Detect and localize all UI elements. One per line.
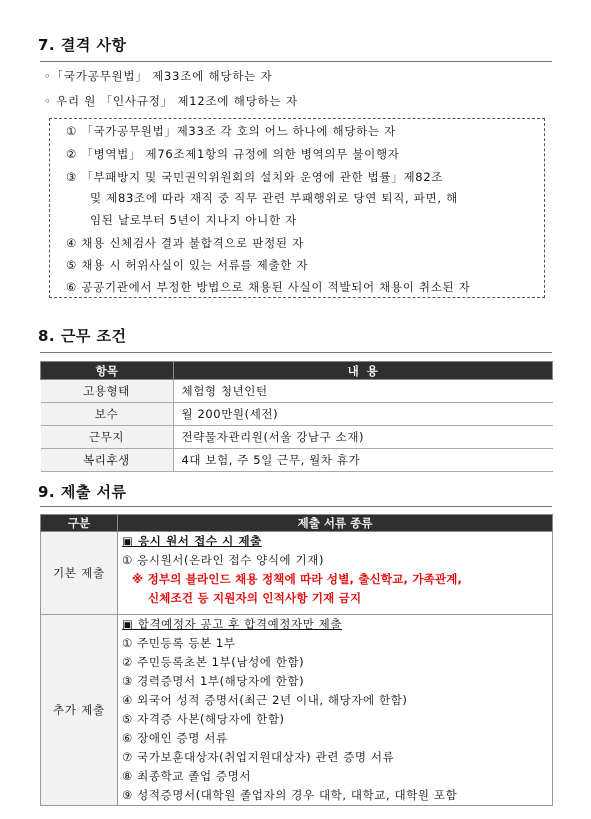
disqualification-item: ③ 「부패방지 및 국민권익위원회의 설치와 운영에 관한 법률」제82조 <box>66 170 444 184</box>
row-value <box>118 532 553 615</box>
list-item: ④ 외국어 성적 증명서(최근 2년 이내, 해당자에 한함) <box>122 693 408 707</box>
column-header: 제출 서류 종류 <box>118 515 553 532</box>
list-item: ⑦ 국가보훈대상자(취업지원대상자) 관련 증명 서류 <box>122 750 395 764</box>
disqualification-item: ⑤ 채용 시 허위사실이 있는 서류를 제출한 자 <box>66 258 309 272</box>
column-header: 구분 <box>41 515 118 532</box>
table-row <box>41 403 553 426</box>
disqualification-item: ⑥ 공공기관에서 부정한 방법으로 채용된 사실이 적발되어 채용이 취소된 자 <box>66 280 471 294</box>
section-7-title: 7. 결격 사항 <box>38 36 127 54</box>
list-item: ① 주민등록 등본 1부 <box>122 636 236 650</box>
list-item: ⑤ 자격증 사본(해당자에 한함) <box>122 712 285 726</box>
table-header-row <box>41 362 553 380</box>
disqualification-item-continued: 임된 날로부터 5년이 지나지 아니한 자 <box>90 213 297 227</box>
column-header: 내 용 <box>173 362 553 380</box>
list-item: ③ 경력증명서 1부(해당자에 한함) <box>122 674 305 688</box>
row-value: 월 200만원(세전) <box>173 403 553 426</box>
work-conditions-table <box>40 361 553 472</box>
list-item: ① 응시원서(온라인 접수 양식에 기재) <box>122 553 325 567</box>
row-label: 추가 제출 <box>41 615 118 806</box>
row-label: 근무지 <box>41 426 174 449</box>
section-9-divider <box>40 506 552 507</box>
disqualification-item: ② 「병역법」 제76조제1항의 규정에 의한 병역의무 불이행자 <box>66 147 400 161</box>
disqualification-bullet: ◦ 우리 원 「인사규정」 제12조에 해당하는 자 <box>44 94 298 108</box>
blind-hiring-notice: 신체조건 등 지원자의 인적사항 기재 금지 <box>148 591 362 605</box>
disqualification-item-continued: 및 제83조에 따라 재직 중 직무 관련 부패행위로 당연 퇴직, 파면, 해 <box>90 191 458 205</box>
row-value <box>118 615 553 806</box>
extra-documents-heading: ▣ 합격예정자 공고 후 합격예정자만 제출 <box>122 617 343 631</box>
disqualification-item: ① 「국가공무원법」제33조 각 호의 어느 하나에 해당하는 자 <box>66 124 396 138</box>
row-label: 복리후생 <box>41 449 174 472</box>
row-value: 체험형 청년인턴 <box>173 380 553 403</box>
disqualification-bullet: ◦「국가공무원법」 제33조에 해당하는 자 <box>44 69 273 83</box>
disqualification-item: ④ 채용 신체검사 결과 불합격으로 판정된 자 <box>66 236 304 250</box>
basic-documents-heading: ▣ 응시 원서 접수 시 제출 <box>122 534 262 548</box>
list-item: ② 주민등록초본 1부(남성에 한함) <box>122 655 305 669</box>
table-row <box>41 449 553 472</box>
table-row <box>41 426 553 449</box>
row-label: 고용형태 <box>41 380 174 403</box>
list-item: ⑨ 성적증명서(대학원 졸업자의 경우 대학, 대학교, 대학원 포함 <box>122 788 458 802</box>
section-8-title: 8. 근무 조건 <box>38 327 127 345</box>
row-value: 전략물자관리원(서울 강남구 소재) <box>173 426 553 449</box>
list-item: ⑥ 장애인 증명 서류 <box>122 731 228 745</box>
table-header-row <box>41 515 553 532</box>
row-label: 기본 제출 <box>41 532 118 615</box>
blind-hiring-notice: ※ 정부의 블라인드 채용 정책에 따라 성별, 출신학교, 가족관계, <box>132 572 463 586</box>
section-9-title: 9. 제출 서류 <box>38 483 127 501</box>
row-label: 보수 <box>41 403 174 426</box>
documents-table <box>40 514 553 806</box>
table-row <box>41 532 553 615</box>
list-item: ⑧ 최종학교 졸업 증명서 <box>122 769 252 783</box>
column-header: 항목 <box>41 362 174 380</box>
table-row <box>41 615 553 806</box>
section-8-divider <box>40 352 552 353</box>
table-row <box>41 380 553 403</box>
row-value: 4대 보험, 주 5일 근무, 월차 휴가 <box>173 449 553 472</box>
section-7-divider <box>40 61 552 62</box>
